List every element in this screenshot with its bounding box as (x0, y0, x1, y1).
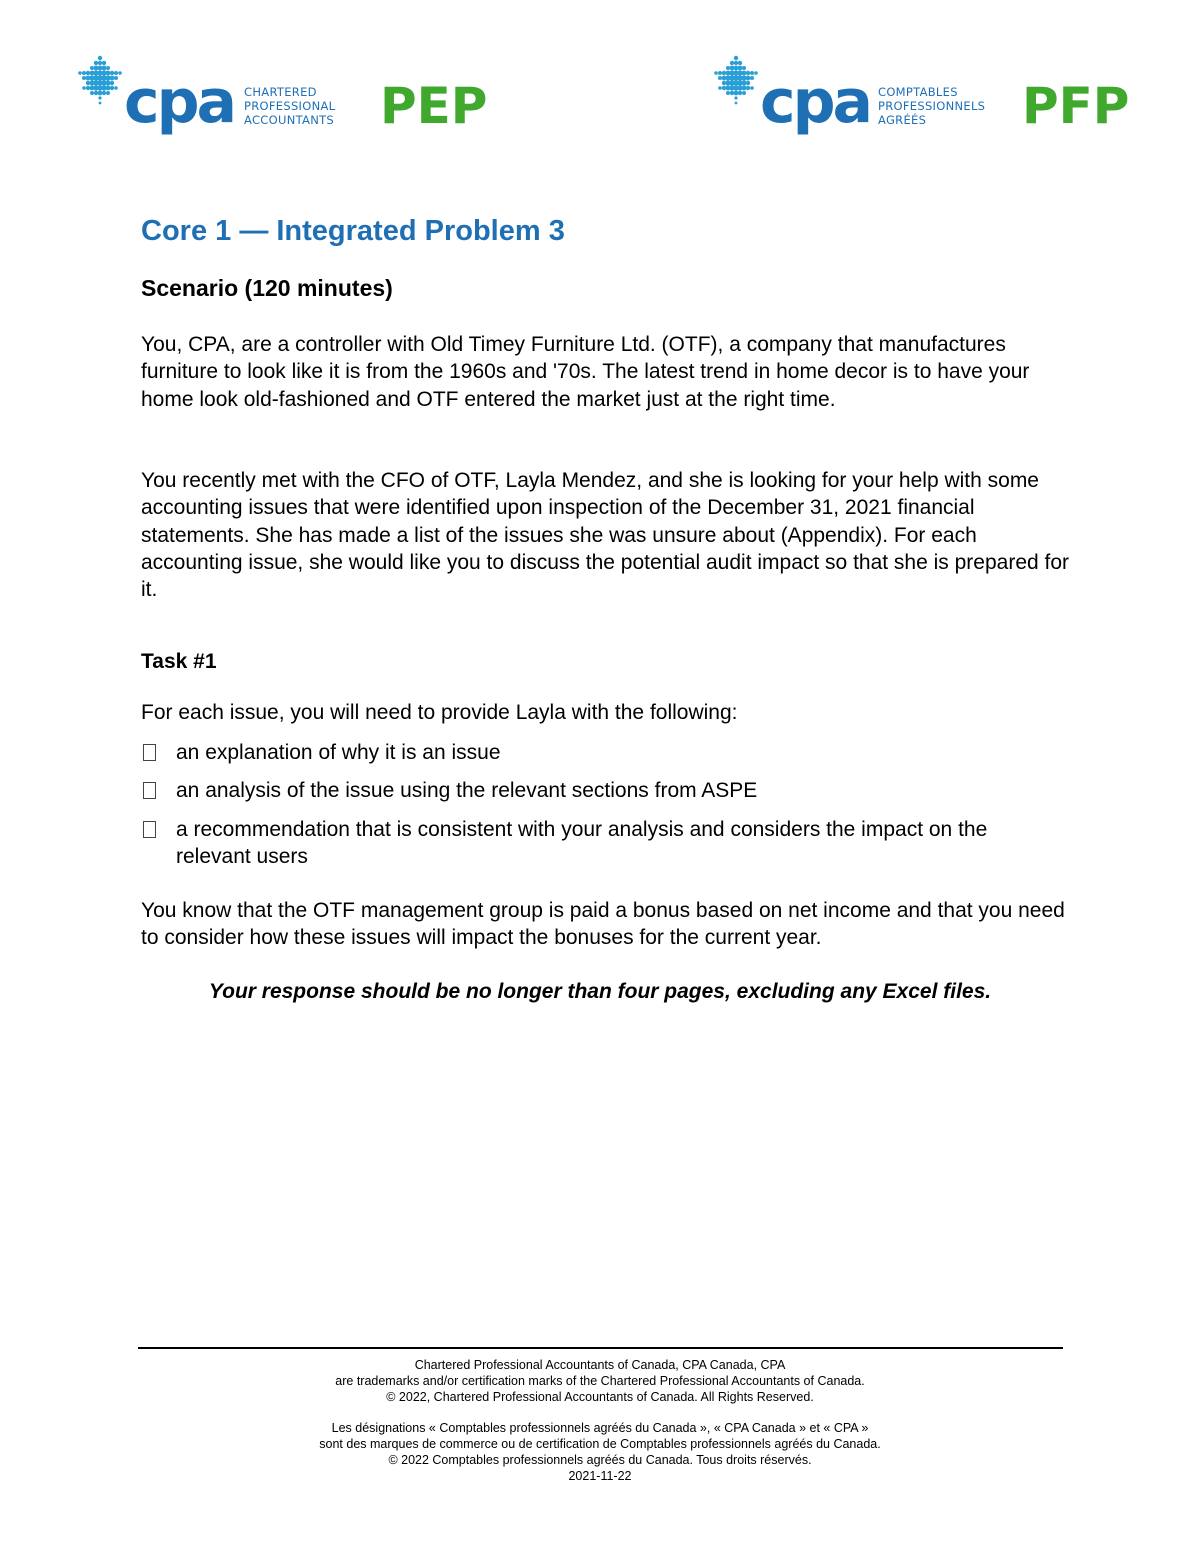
page-title: Core 1 — Integrated Problem 3 (141, 215, 565, 247)
logo-subtitle-line: CHARTERED (244, 85, 317, 99)
logo-subtitle-line: ACCOUNTANTS (244, 113, 335, 127)
scenario-heading: Scenario (120 minutes) (141, 275, 393, 301)
logo-subtitle-line: COMPTABLES (878, 85, 958, 99)
cpa-wordmark: cpa (760, 67, 871, 137)
maple-leaf-dots-icon (72, 52, 128, 112)
footer-line: sont des marques de commerce ou de certification de Comptables professionnels agréés du Canada. (319, 1437, 881, 1451)
bonus-note: You know that the OTF management group is paid a bonus based on net income and that you need to consider how these issues will impact the bonuses for the current year. (141, 899, 1065, 950)
logo-subtitle (244, 85, 384, 127)
footer-line: © 2022 Comptables professionnels agréés du Canada. Tous droits réservés. (388, 1453, 812, 1467)
footer-date: 2021-11-22 (568, 1469, 632, 1483)
footer-line: © 2022, Chartered Professional Accountants of Canada. All Rights Reserved. (386, 1390, 814, 1404)
cpa-pfp-logo (708, 52, 1128, 142)
task-heading: Task #1 (141, 650, 217, 673)
bullet-text: a recommendation that is consistent with your analysis and considers the impact on the relevant users (176, 818, 988, 869)
logo-subtitle-line: PROFESSIONNELS (878, 99, 986, 113)
bullet-box-icon (143, 821, 156, 838)
footer-line: Les désignations « Comptables professionnels agréés du Canada », « CPA Canada » et « CPA » (331, 1421, 869, 1435)
footer-divider (138, 1347, 1063, 1349)
maple-leaf-dots-icon (708, 52, 764, 112)
length-note: Your response should be no longer than four pages, excluding any Excel files. (208, 980, 992, 1003)
footer-english (0, 1357, 1200, 1405)
bullet-box-icon (143, 744, 156, 761)
scenario-paragraph: You recently met with the CFO of OTF, Layla Mendez, and she is looking for your help with some accounting issues that were identified upon inspection of the December 31, 2021 financial statements. She has made a list of the issues she was unsure about (Appendix). For each accounting issue, she would like you to discuss the potential audit impact so that she is prepared for it. (141, 469, 1070, 602)
program-label: PFP (1022, 77, 1130, 135)
bullet-text: an analysis of the issue using the relevant sections from ASPE (176, 779, 758, 802)
footer-french (0, 1420, 1200, 1484)
task-intro: For each issue, you will need to provide Layla with the following: (141, 701, 738, 724)
footer-line: are trademarks and/or certification marks of the Chartered Professional Accountants of Canada. (335, 1374, 865, 1388)
cpa-wordmark: cpa (124, 67, 235, 137)
logo-subtitle (878, 85, 1018, 127)
logo-subtitle-line: AGRÉÉS (878, 113, 927, 127)
logo-subtitle-line: PROFESSIONAL (244, 99, 336, 113)
scenario-paragraph: You, CPA, are a controller with Old Timey Furniture Ltd. (OTF), a company that manufactures furniture to look like it is from the 1960s and '70s. The latest trend in home decor is to have your home look old-fashioned and OTF entered the market just at the right time. (141, 333, 1030, 411)
program-label: PEP (380, 77, 488, 135)
bullet-box-icon (143, 782, 156, 799)
bullet-text: an explanation of why it is an issue (176, 741, 501, 764)
footer-line: Chartered Professional Accountants of Canada, CPA Canada, CPA (414, 1358, 786, 1372)
cpa-pep-logo (72, 52, 492, 142)
